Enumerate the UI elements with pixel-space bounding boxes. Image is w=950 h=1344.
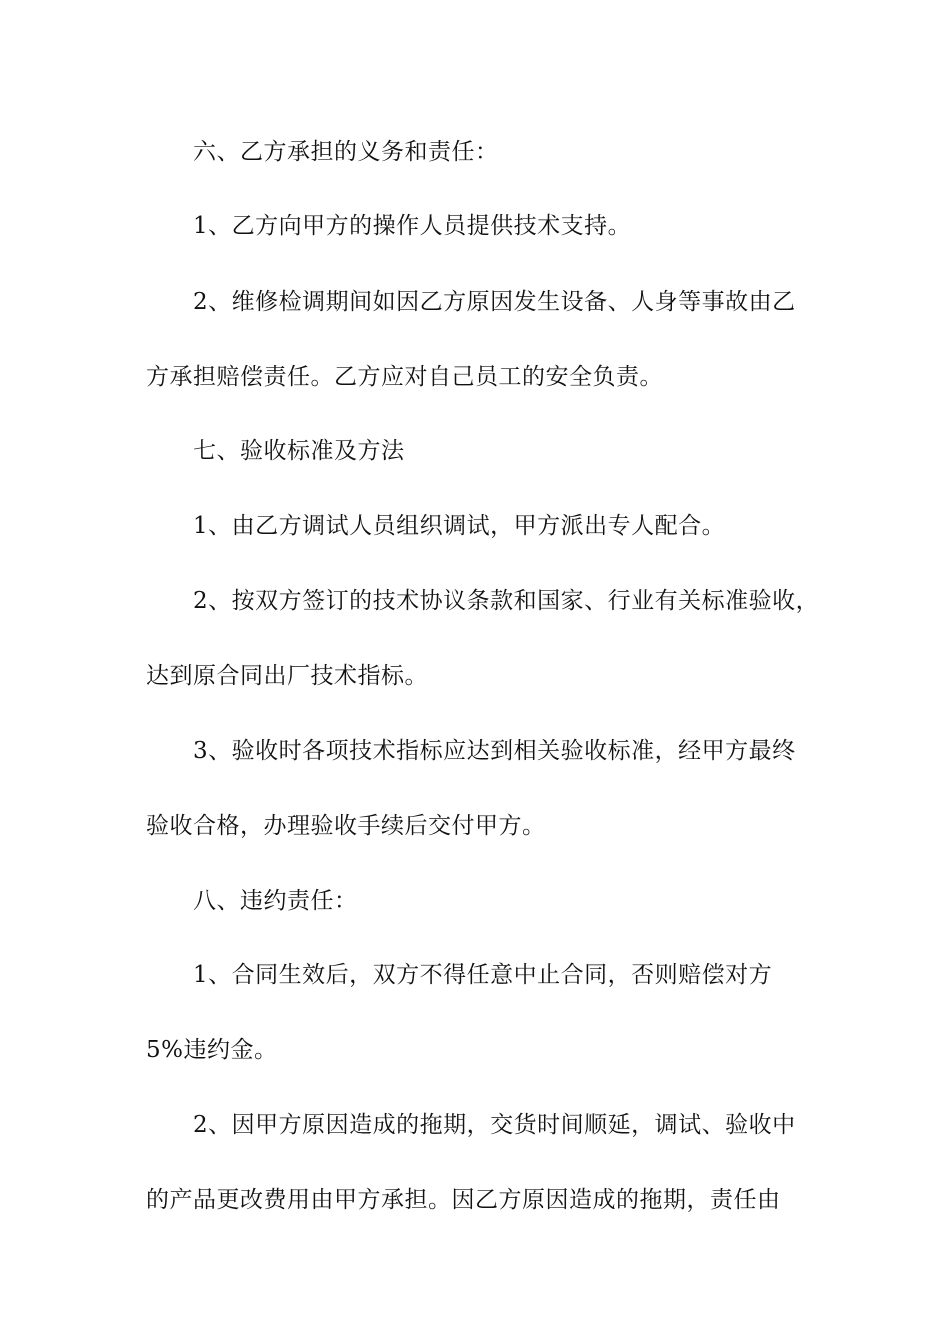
paragraph-line: 2、维修检调期间如因乙方原因发生设备、人身等事故由乙 bbox=[193, 289, 796, 315]
paragraph-line: 5%违约金。 bbox=[146, 1037, 278, 1063]
paragraph-line: 1、由乙方调试人员组织调试，甲方派出专人配合。 bbox=[193, 513, 726, 539]
paragraph-line: 2、因甲方原因造成的拖期，交货时间顺延，调试、验收中 bbox=[193, 1112, 796, 1138]
paragraph-line: 方承担赔偿责任。乙方应对自己员工的安全负责。 bbox=[146, 364, 663, 390]
paragraph-line: 3、验收时各项技术指标应达到相关验收标准，经甲方最终 bbox=[193, 738, 796, 764]
paragraph-line: 达到原合同出厂技术指标。 bbox=[146, 663, 428, 689]
section-heading-7: 七、验收标准及方法 bbox=[193, 438, 405, 464]
paragraph-line: 2、按双方签订的技术协议条款和国家、行业有关标准验收， bbox=[193, 588, 820, 614]
paragraph-line: 1、合同生效后，双方不得任意中止合同，否则赔偿对方 bbox=[193, 962, 773, 988]
section-heading-6: 六、乙方承担的义务和责任： bbox=[193, 139, 499, 165]
paragraph-line: 验收合格，办理验收手续后交付甲方。 bbox=[146, 813, 546, 839]
paragraph-line: 的产品更改费用由甲方承担。因乙方原因造成的拖期，责任由 bbox=[146, 1187, 781, 1213]
section-heading-8: 八、违约责任： bbox=[193, 888, 358, 914]
paragraph-line: 1、乙方向甲方的操作人员提供技术支持。 bbox=[193, 213, 632, 239]
